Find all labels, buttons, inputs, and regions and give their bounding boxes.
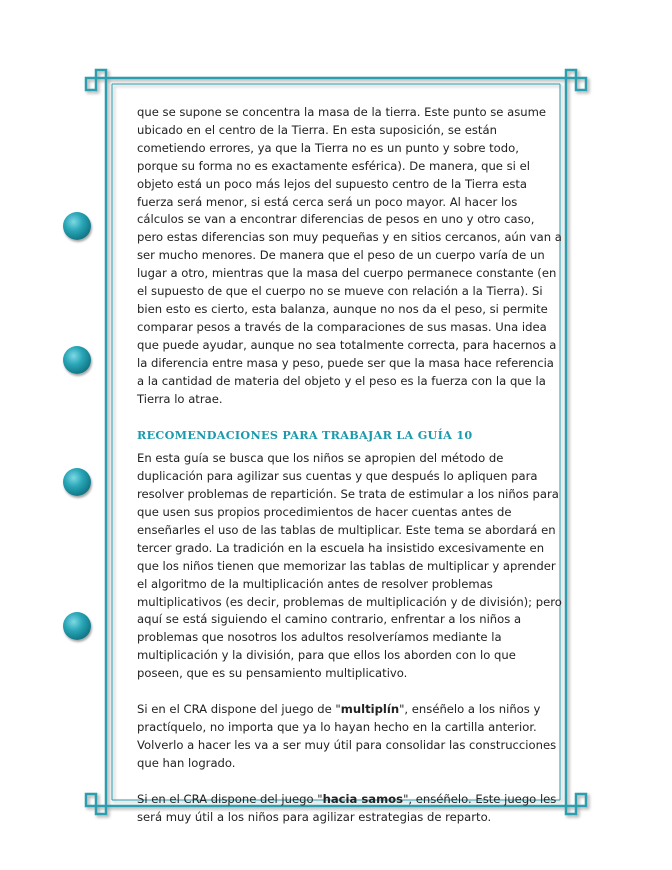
- paragraph-guide-recommendations: En esta guía se busca que los niños se apropien del método de duplicación para agilizar sus cuentas y que después lo apliquen para resolver problemas de repartición. Se trata de estimular a los niños para que usen sus propios procedimientos de hacer cuentas antes de enseñarles el uso de las tablas de multiplicar. Este tema se abordará en tercer grado. La tradición en la escuela ha insistido excesivamente en que los niños tienen que memorizar las tablas de multiplicar y aprender el algoritmo de la multiplicación antes de resolver problemas multiplicativos (es decir, problemas de multiplicación y de división); pero aquí se está siguiendo el camino contrario, enfrentar a los niños a problemas que nosotros los adultos resolveríamos mediante la multiplicación y la división, para que ellos los aborden con lo que poseen, que es su pensamiento multiplicativo.: [137, 451, 562, 681]
- bullet-dot-3: [63, 468, 91, 496]
- paragraph-hacia-samos: [137, 791, 563, 827]
- hacia-samos-text-after: ", enséñelo. Este juego les será muy útil a los niños para agilizar estrategias de reparto.: [137, 791, 557, 824]
- paragraph-mass-weight: que se supone se concentra la masa de la tierra. Este punto se asume ubicado en el centro de la Tierra. En esta suposición, se están cometiendo errores, ya que la Tierra no es un punto y sobre todo, porque su forma no es exactamente esférica). De manera, que si el objeto está un poco más lejos del supuesto centro de la Tierra esta fuerza será menor, si está cerca será un poco mayor. Al hacer los cálculos se van a encontrar diferencias de pesos en uno y otro caso, pero estas diferencias son muy pequeñas y en sitios cercanos, aún van a ser mucho menores. De manera que el peso de un cuerpo varía de un lugar a otro, mientras que la masa del cuerpo permanece constante (en el supuesto de que el cuerpo no se mueve con relación a la Tierra). Si bien esto es cierto, esta balanza, aunque no nos da el peso, si permite comparar pesos a través de la comparaciones de sus masas. Una idea que puede ayudar, aunque no sea totalmente correcta, para hacernos a la diferencia entre masa y peso, puede ser que la masa hace referencia a la cantidad de materia del objeto y el peso es la fuerza con la que la Tierra lo atrae.: [137, 105, 562, 406]
- multiplin-term: multiplín: [340, 702, 400, 717]
- hacia-samos-term: hacia samos: [322, 791, 404, 806]
- multiplin-text-after: ", enséñelo a los niños y practíquelo, no importa que ya lo hayan hecho en la cartilla anterior. Volverlo a hacer les va a ser muy útil para consolidar las construcciones que han logrado.: [137, 702, 557, 770]
- bullet-dot-2: [63, 346, 91, 374]
- paragraph-multiplin: [137, 701, 563, 773]
- multiplin-text-before: Si en el CRA dispone del juego de ": [137, 702, 341, 717]
- hacia-samos-text-before: Si en el CRA dispone del juego ": [137, 791, 323, 806]
- page-content: [137, 104, 563, 827]
- section-heading: RECOMENDACIONES PARA TRABAJAR LA GUÍA 10: [137, 428, 473, 443]
- bullet-dot-4: [63, 612, 91, 640]
- bullet-dot-1: [63, 212, 91, 240]
